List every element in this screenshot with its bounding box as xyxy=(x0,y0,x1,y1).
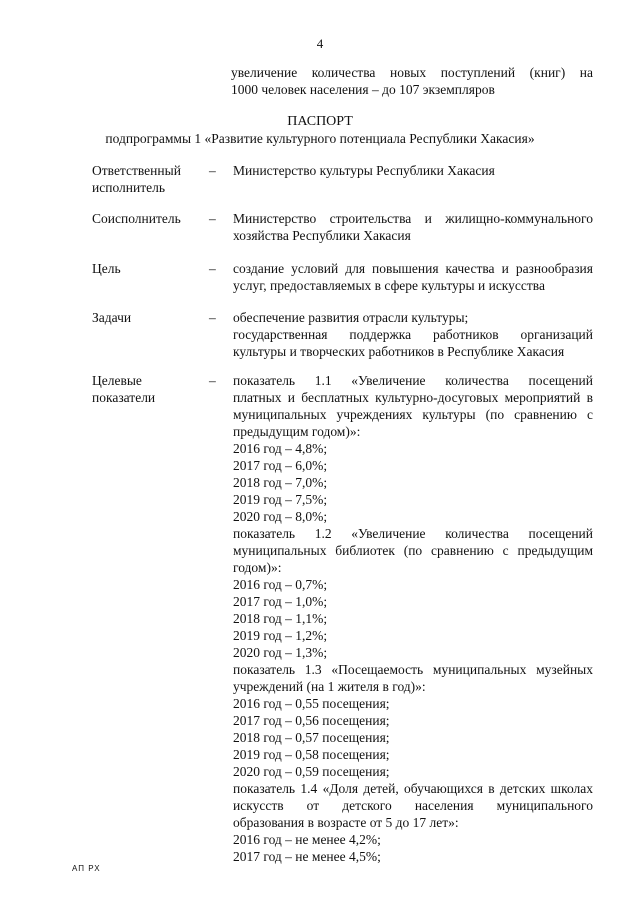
footer-mark: АП РХ xyxy=(72,864,101,873)
label-line: Ответственный xyxy=(92,163,181,178)
label-line: показатели xyxy=(92,390,156,405)
value-line: учреждений (на 1 жителя в год)»: xyxy=(233,679,426,694)
row-value-responsible xyxy=(233,162,593,179)
row-label-tasks xyxy=(92,309,202,326)
value-line: 2018 год – 1,1%; xyxy=(233,611,328,626)
value-line: услуг, предоставляемых в сфере культуры и искусства xyxy=(233,278,545,293)
row-label-co-executor xyxy=(92,210,202,227)
row-label-goal xyxy=(92,260,202,277)
value-line: 2020 год – 0,59 посещения; xyxy=(233,764,390,779)
row-dash: – xyxy=(209,211,216,226)
value-line: создание условий для повышения качества и разнообразия xyxy=(233,261,593,276)
label-line: Цель xyxy=(92,261,121,276)
value-line: 2017 год – 6,0%; xyxy=(233,458,328,473)
label-line: исполнитель xyxy=(92,180,165,195)
value-line: 2019 год – 1,2%; xyxy=(233,628,328,643)
row-label-indicators xyxy=(92,372,202,406)
row-dash: – xyxy=(209,163,216,178)
row-value-co-executor xyxy=(233,210,593,244)
value-line: 2017 год – не менее 4,5%; xyxy=(233,849,381,864)
intro-line: увеличение количества новых поступлений (книг) на xyxy=(231,65,593,80)
value-line: хозяйства Республики Хакасия xyxy=(233,228,411,243)
value-line: образования в возрасте от 5 до 17 лет»: xyxy=(233,815,459,830)
passport-subtitle: подпрограммы 1 «Развитие культурного потенциала Республики Хакасия» xyxy=(105,131,535,146)
value-line: государственная поддержка работников организаций xyxy=(233,327,593,342)
row-dash: – xyxy=(209,261,216,276)
value-line: муниципальных учреждениях культуры (по сравнению с xyxy=(233,407,593,422)
label-line: Целевые xyxy=(92,373,142,388)
row-value-indicators xyxy=(233,372,593,865)
value-line: 2019 год – 7,5%; xyxy=(233,492,328,507)
value-line: предыдущим годом)»: xyxy=(233,424,361,439)
value-line: муниципальных библиотек (по сравнению с предыдущим xyxy=(233,543,593,558)
value-line: обеспечение развития отрасли культуры; xyxy=(233,310,469,325)
value-line: показатель 1.2 «Увеличение количества посещений xyxy=(233,526,593,541)
value-line: 2016 год – 0,7%; xyxy=(233,577,328,592)
intro-line: 1000 человек населения – до 107 экземпляров xyxy=(231,82,495,97)
value-line: искусств от детского населения муниципального xyxy=(233,798,593,813)
value-line: платных и бесплатных культурно-досуговых мероприятий в xyxy=(233,390,593,405)
value-line: Министерство культуры Республики Хакасия xyxy=(233,163,495,178)
row-value-goal xyxy=(233,260,593,294)
row-dash: – xyxy=(209,310,216,325)
value-line: 2018 год – 7,0%; xyxy=(233,475,328,490)
value-line: 2017 год – 0,56 посещения; xyxy=(233,713,390,728)
value-line: годом)»: xyxy=(233,560,282,575)
value-line: 2020 год – 1,3%; xyxy=(233,645,328,660)
page-number: 4 xyxy=(316,36,324,51)
label-line: Задачи xyxy=(92,310,132,325)
value-line: 2018 год – 0,57 посещения; xyxy=(233,730,390,745)
value-line: 2016 год – 0,55 посещения; xyxy=(233,696,390,711)
label-line: Соисполнитель xyxy=(92,211,181,226)
value-line: показатель 1.4 «Доля детей, обучающихся в детских школах xyxy=(233,781,593,796)
value-line: 2017 год – 1,0%; xyxy=(233,594,328,609)
row-label-responsible xyxy=(92,162,202,196)
passport-title: ПАСПОРТ xyxy=(287,114,353,129)
intro-paragraph xyxy=(231,64,593,98)
value-line: показатель 1.1 «Увеличение количества посещений xyxy=(233,373,593,388)
value-line: 2020 год – 8,0%; xyxy=(233,509,328,524)
row-value-tasks xyxy=(233,309,593,360)
row-dash: – xyxy=(209,373,216,388)
value-line: 2019 год – 0,58 посещения; xyxy=(233,747,390,762)
value-line: 2016 год – не менее 4,2%; xyxy=(233,832,381,847)
value-line: 2016 год – 4,8%; xyxy=(233,441,328,456)
value-line: культуры и творческих работников в Республике Хакасия xyxy=(233,344,565,359)
value-line: показатель 1.3 «Посещаемость муниципальных музейных xyxy=(233,662,593,677)
value-line: Министерство строительства и жилищно-коммунального xyxy=(233,211,593,226)
